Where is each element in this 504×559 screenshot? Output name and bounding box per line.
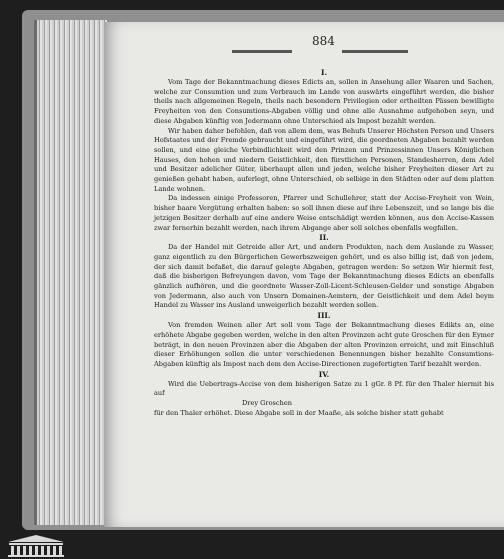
header-rule-right <box>342 50 408 53</box>
section-numeral: I. <box>320 68 328 77</box>
library-building-logo-icon <box>4 533 68 557</box>
header-rule-left <box>232 50 292 53</box>
page-number: 884 <box>312 34 335 48</box>
paragraph: Vom Tage der Bekanntmachung dieses Edicts an, sollen in Ansehung aller Waaren und Sachen, welche zur Consumtion und zum Verbrauch im Lande von auswärts eingeführt werden, die bisher theils nach allgemeinen Regeln, theils nach besondern Privilegien oder ertheilten Pässen bewilligte Freyheiten von den Consumtions-Abgaben völlig und ohne alle Ausnahme aufgehoben seyn, und diese Abgaben künftig von Jedermann ohne Unterschied als Impost bezahlt werden. <box>154 78 494 125</box>
section-numeral: III. <box>317 311 331 321</box>
paragraph: Da der Handel mit Getreide aller Art, und andern Produkten, nach dem Auslande zu Wasser, ganz eigentlich zu den Bürgerlichen Gewerbszweigen gehört, und es also billig ist, daß von jedem, der sich damit befaßet, die darauf gelegte Abgaben, getragen werden: So setzen Wir hiermit fest, daß die bisherigen Befreyungen davon, vom Tage der Bekanntmachung dieses Edicts an ebenfalls gänzlich aufhören, und die geordnete Wasser-Zoll-Licent-Schleusen-Gelder und sonstige Abgaben von Jedermann, also auch von Unsern Domainen-Aemtern, der Geistlichkeit und dem Adel beym Handel zu Wasser ins Ausland unweigerlich bezahlt werden sollen. <box>154 243 494 310</box>
section-numeral: II. <box>319 233 329 243</box>
paragraph-tail: für den Thaler erhöhet. Diese Abgabe soll in der Maaße, als solche bisher statt gehabt <box>154 408 444 417</box>
paragraph: Von fremden Weinen aller Art soll vom Tage der Bekanntmachung dieses Edikts an, eine erhöhete Abgabe gegeben werden, welche in den alten Provinzen acht gute Groschen für den Eymer beträgt, in den neuen Provinzen aber die Abgaben der alten Provinzen erreicht, und mit Einschluß dieser Erhöhungen sollen die unter verschiedenen Benennungen bisher bezahlte Consumtions-Abgaben künftig als Impost nach dem den Accise-Directionen zugefertigten Tarif bezahlt werden. <box>154 321 494 368</box>
paragraph: Wir haben daher befohlen, daß von allem dem, was Behufs Unserer Höchsten Person und Unsers Hofstaates und der Fremde gebraucht und eingeführt wird, die geordneten Abgaben bezahlt werden sollen, und eine gleiche Verbindlichkeit wird den Prinzen und Prinzessinnen Unsers Königlichen Hauses, den hohen und niedern Geistlichkeit, den fürstlichen Personen, Standesherren, dem Adel und Besitzer adelicher Güter, überhaupt allen und jeden, welche bisher Freyheiten dieser Art zu genießen gehabt haben, auferlegt, ohne Unterschied, ob selbige in den Städten oder auf dem platten Lande wohnen. <box>154 126 494 193</box>
paragraph: Da indessen einige Professoren, Pfarrer und Schullehrer, statt der Accise-Freyheit von Wein, bisher baare Vergütung erhalten haben: so soll ihnen diese auf ihre Lebenszeit, und so lange bis die jetzigen Besitzer derhalb auf eine andere Weise entschädigt werden können, aus den Accise-Kassen zwar fernerhin bezahlt werden, nach ihrem Abgange aber soll solches ebenfalls wegfallen. <box>154 194 494 232</box>
page-edges <box>34 20 107 525</box>
centered-phrase: Drey Groschen <box>242 399 293 408</box>
section-numeral: IV. <box>318 369 330 379</box>
paragraph: Wird die Uebertrags-Accise von dem bisherigen Satze zu 1 gGr. 8 Pf. für den Thaler hiermit bis auf <box>154 379 494 398</box>
page-text <box>154 68 494 419</box>
footer-bar <box>0 530 504 559</box>
